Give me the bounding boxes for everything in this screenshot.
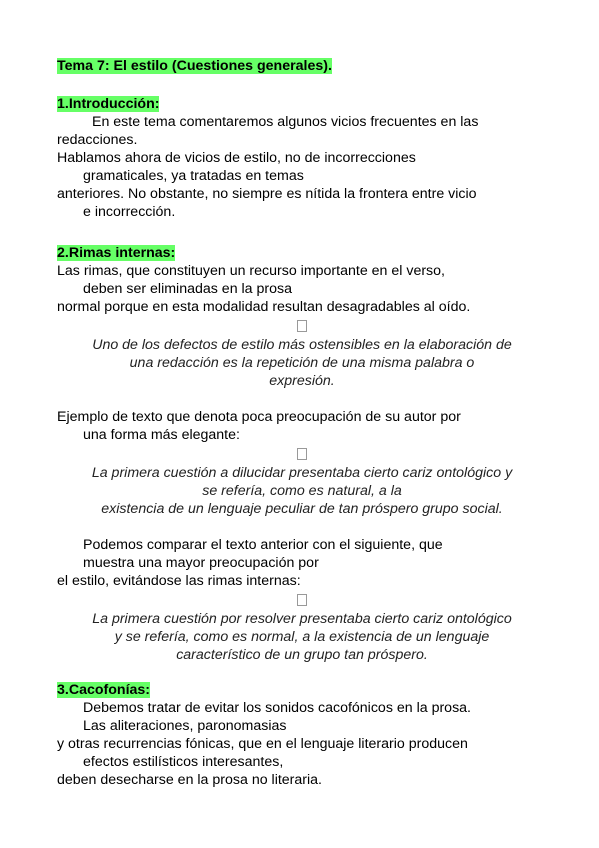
text-line: deben desecharse en la prosa no literaria. xyxy=(57,772,323,788)
section-heading: 1.Introducción: xyxy=(57,96,160,112)
text-line: el estilo, evitándose las rimas internas: xyxy=(57,573,301,589)
text-line: normal porque en esta modalidad resultan desagradables al oído. xyxy=(57,299,471,315)
text-line: una forma más elegante: xyxy=(83,427,240,443)
text-line: Debemos tratar de evitar los sonidos cacofónicos en la prosa. xyxy=(83,700,471,716)
quote-line: expresión. xyxy=(269,373,335,389)
section-heading: 2.Rimas internas: xyxy=(57,245,176,261)
quote-line: se refería, como es natural, a la xyxy=(202,483,402,499)
missing-glyph-box xyxy=(297,320,307,332)
text-line: anteriores. No obstante, no siempre es nítida la frontera entre vicio xyxy=(57,186,477,202)
quote-line: existencia de un lenguaje peculiar de tan próspero grupo social. xyxy=(101,501,503,517)
quote-block xyxy=(57,610,547,664)
text-line: Ejemplo de texto que denota poca preocupación de su autor por xyxy=(57,409,461,425)
text-line: efectos estilísticos interesantes, xyxy=(83,754,284,770)
missing-glyph-box xyxy=(297,448,307,460)
section-cacofonias xyxy=(57,681,547,789)
text-line: gramaticales, ya tratadas en temas xyxy=(83,168,304,184)
text-line: redacciones. xyxy=(57,132,138,148)
text-line: Podemos comparar el texto anterior con el siguiente, que xyxy=(83,537,443,553)
quote-block xyxy=(57,336,547,390)
text-line: Hablamos ahora de vicios de estilo, no de incorrecciones xyxy=(57,150,416,166)
document-title-block xyxy=(57,57,547,75)
document-title: Tema 7: El estilo (Cuestiones generales). xyxy=(57,58,332,74)
text-line: muestra una mayor preocupación por xyxy=(83,555,319,571)
text-line: En este tema comentaremos algunos vicios frecuentes en las xyxy=(92,114,479,130)
text-line: Las rimas, que constituyen un recurso importante en el verso, xyxy=(57,263,445,279)
quote-line: una redacción es la repetición de una misma palabra o xyxy=(129,355,475,371)
quote-block xyxy=(57,464,547,518)
text-line: e incorrección. xyxy=(83,204,176,220)
missing-glyph-box xyxy=(297,594,307,606)
quote-line: La primera cuestión a dilucidar presentaba cierto cariz ontológico y xyxy=(91,465,513,481)
quote-line: Uno de los defectos de estilo más ostensibles en la elaboración de xyxy=(92,337,512,353)
quote-line: La primera cuestión por resolver presentaba cierto cariz ontológico xyxy=(92,611,512,627)
quote-line: y se refería, como es normal, a la existencia de un lenguaje xyxy=(114,629,490,645)
section-heading: 3.Cacofonías: xyxy=(57,682,151,698)
text-line: y otras recurrencias fónicas, que en el lenguaje literario producen xyxy=(57,736,468,752)
section-introduccion xyxy=(57,95,547,221)
section-rimas-internas xyxy=(57,244,547,664)
quote-line: característico de un grupo tan próspero. xyxy=(176,647,428,663)
text-line: deben ser eliminadas en la prosa xyxy=(83,281,293,297)
text-line: Las aliteraciones, paronomasias xyxy=(83,718,287,734)
